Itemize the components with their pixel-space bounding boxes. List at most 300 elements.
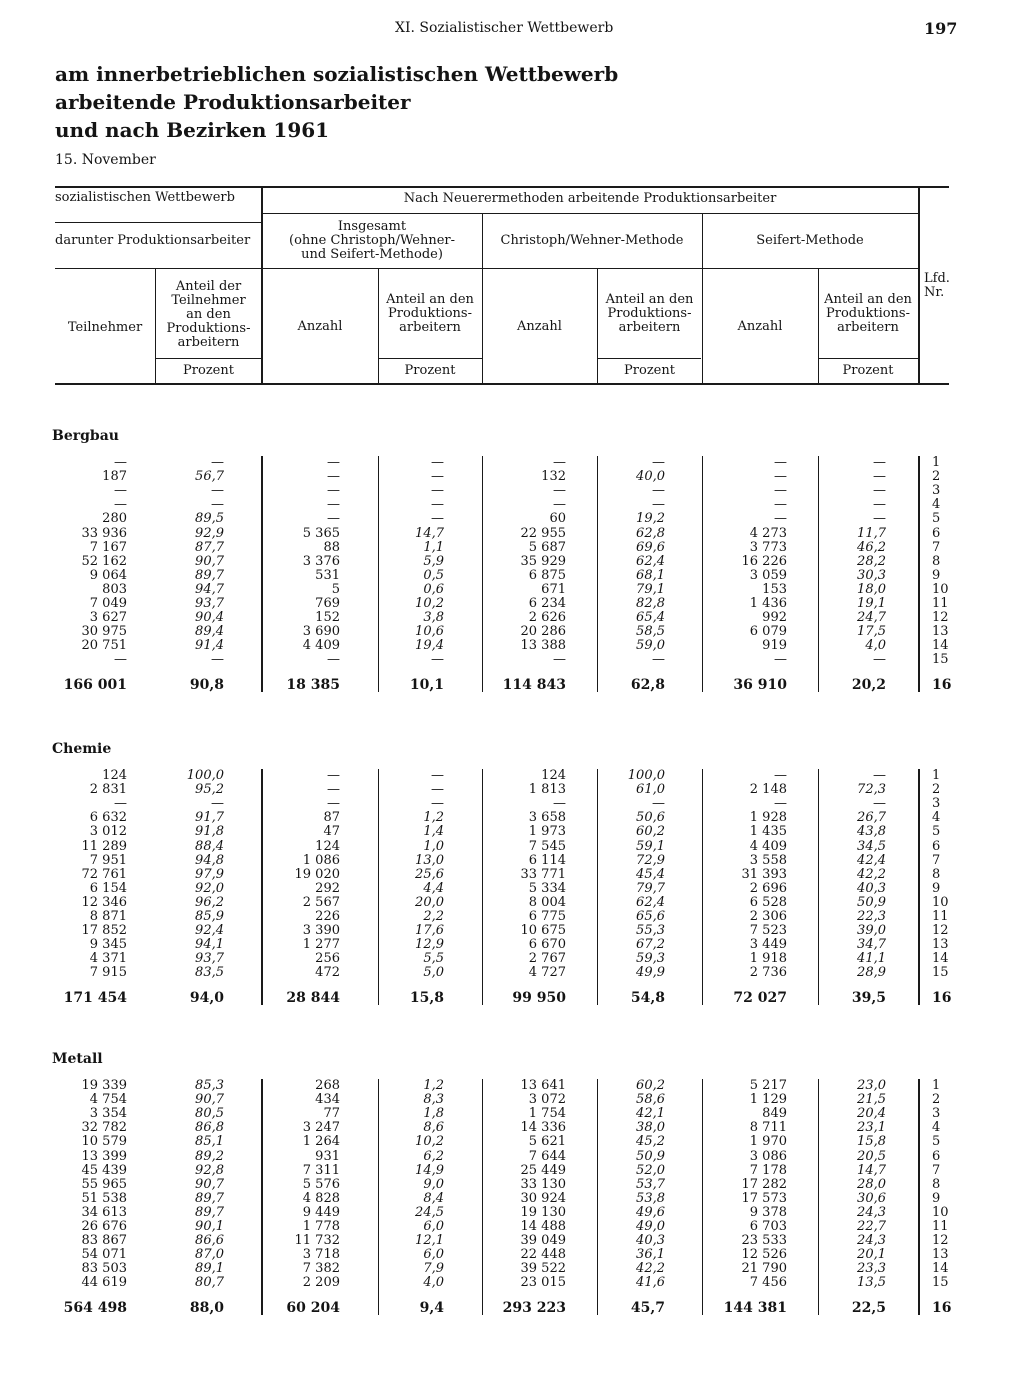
- cell-christoph-anzahl: 60: [549, 511, 566, 527]
- cell-anteil-teilnehmer: 92,4: [195, 923, 224, 939]
- cell-anteil-teilnehmer: 89,1: [195, 1261, 224, 1277]
- cell-seifert-anteil: 39,0: [857, 923, 886, 939]
- header-seifert: Seifert-Methode: [756, 233, 864, 248]
- cell-christoph-anteil: 79,7: [636, 880, 665, 896]
- cell-seifert-anzahl: 7 523: [749, 923, 787, 939]
- cell-anteil-teilnehmer: 85,1: [195, 1134, 224, 1150]
- cell-anteil-teilnehmer: 86,6: [195, 1233, 224, 1249]
- cell-insgesamt-anteil: 4,4: [423, 880, 444, 896]
- cell-seifert-anteil: 22,3: [857, 909, 886, 924]
- cell-anteil-teilnehmer: 80,7: [195, 1275, 224, 1291]
- cell-seifert-anteil: 72,3: [857, 782, 886, 798]
- cell-lfd-nr: 12: [932, 1233, 949, 1249]
- cell-seifert-anteil: 4,0: [865, 638, 886, 654]
- cell-seifert-anteil: 17,5: [857, 624, 886, 640]
- header-nr: Nr.: [924, 285, 945, 300]
- cell-christoph-anzahl: 35 929: [520, 553, 566, 569]
- cell-anteil-teilnehmer: 90,7: [195, 1176, 224, 1192]
- cell-insgesamt-anzahl: 5 365: [302, 525, 340, 541]
- cell-teilnehmer: 45 439: [81, 1162, 127, 1178]
- title-line-2: arbeitende Produktionsarbeiter: [55, 90, 411, 114]
- cell-christoph-anteil: 45,2: [636, 1134, 665, 1150]
- cell-seifert-anzahl: 5 217: [749, 1078, 787, 1093]
- cell-seifert-anzahl: 3 086: [749, 1148, 787, 1164]
- cell-teilnehmer: —: [114, 796, 127, 812]
- cell-insgesamt-anzahl: 7 311: [302, 1162, 340, 1178]
- cell-lfd-nr: 4: [932, 810, 941, 826]
- table-row: [0, 952, 1024, 966]
- table-row: [0, 1276, 1024, 1290]
- cell-insgesamt-anteil: 12,1: [415, 1233, 444, 1249]
- table-row: [0, 1150, 1024, 1164]
- cell-teilnehmer: 83 503: [81, 1261, 127, 1277]
- header-sozialistischen-wettbewerb: sozialistischen Wettbewerb: [55, 190, 235, 205]
- cell-christoph-anteil: —: [652, 796, 665, 812]
- cell-christoph-anteil: 60,2: [636, 1078, 665, 1093]
- cell-lfd-nr: 2: [932, 469, 941, 485]
- cell-seifert-anteil: 34,5: [857, 838, 886, 854]
- cell-seifert-anteil: 24,3: [857, 1233, 886, 1249]
- cell-seifert-anzahl: 4 273: [749, 525, 787, 541]
- header-rule-4b: [378, 358, 482, 359]
- cell-christoph-anteil: 38,0: [636, 1120, 665, 1136]
- cell-seifert-anzahl: —: [774, 455, 787, 470]
- cell-lfd-nr: 13: [932, 1247, 949, 1263]
- cell-anteil-teilnehmer: 89,7: [195, 567, 224, 583]
- cell-teilnehmer: 19 339: [81, 1078, 127, 1093]
- cell-seifert-anteil: —: [873, 455, 886, 470]
- cell-lfd-nr: 8: [932, 553, 941, 569]
- cell-seifert-anzahl: 1 970: [749, 1134, 787, 1150]
- cell-insgesamt-anzahl: —: [327, 469, 340, 485]
- cell-christoph-anteil: 50,9: [636, 1148, 665, 1164]
- cell-teilnehmer: 51 538: [81, 1190, 127, 1206]
- cell-seifert-anzahl: 849: [762, 1106, 787, 1122]
- cell-insgesamt-anzahl: 77: [323, 1106, 340, 1122]
- cell-insgesamt-anzahl: 531: [315, 567, 340, 583]
- cell-insgesamt-anteil: 10,6: [415, 624, 444, 640]
- cell-insgesamt-anteil: 2,2: [423, 909, 444, 924]
- cell-insgesamt-anzahl: 152: [315, 610, 340, 626]
- header-anteil-2-line-1: Anteil an den: [605, 292, 694, 307]
- cell-seifert-anteil: 41,1: [857, 951, 886, 967]
- cell-christoph-anzahl: —: [553, 652, 566, 668]
- cell-teilnehmer: 280: [102, 511, 127, 527]
- cell-seifert-anteil: 34,7: [857, 937, 886, 953]
- cell-insgesamt-anteil: 12,9: [415, 937, 444, 953]
- cell-lfd-nr: 12: [932, 610, 949, 626]
- cell-christoph-anteil: 62,4: [636, 894, 665, 910]
- cell-insgesamt-anteil: 5,9: [423, 553, 444, 569]
- cell-christoph-anteil: 49,6: [636, 1204, 665, 1220]
- cell-lfd-nr: 7: [932, 852, 941, 868]
- cell-seifert-anteil: 28,2: [857, 553, 886, 569]
- cell-teilnehmer: 20 751: [81, 638, 127, 654]
- cell-seifert-anteil: —: [873, 469, 886, 485]
- cell-teilnehmer: 7 915: [89, 965, 127, 981]
- cell-lfd-nr: 11: [932, 909, 949, 924]
- cell-insgesamt-anteil: 5,5: [423, 951, 444, 967]
- cell-seifert-anzahl: 919: [762, 638, 787, 654]
- header-anteil-3-line-2: Produktions-: [825, 306, 910, 321]
- header-prozent-1: Prozent: [183, 363, 234, 378]
- cell-lfd-nr: 6: [932, 525, 941, 541]
- cell-christoph-anteil: 58,5: [636, 624, 665, 640]
- cell-lfd-nr: 16: [932, 989, 952, 1006]
- cell-insgesamt-anzahl: 60 204: [286, 1299, 340, 1316]
- cell-teilnehmer: 3 627: [89, 610, 127, 626]
- cell-insgesamt-anzahl: 3 376: [302, 553, 340, 569]
- cell-lfd-nr: 5: [932, 511, 941, 527]
- cell-insgesamt-anzahl: 1 778: [302, 1219, 340, 1234]
- cell-seifert-anteil: 26,7: [857, 810, 886, 826]
- cell-christoph-anteil: 40,3: [636, 1233, 665, 1249]
- cell-seifert-anzahl: —: [774, 483, 787, 499]
- cell-insgesamt-anzahl: 3 247: [302, 1120, 340, 1136]
- cell-lfd-nr: 4: [932, 1120, 941, 1136]
- cell-insgesamt-anzahl: 1 277: [302, 937, 340, 953]
- cell-christoph-anzahl: 33 771: [520, 866, 566, 882]
- cell-seifert-anzahl: 3 059: [749, 567, 787, 583]
- cell-anteil-teilnehmer: 94,7: [195, 581, 224, 597]
- cell-lfd-nr: 3: [932, 483, 941, 499]
- cell-christoph-anteil: 67,2: [636, 937, 665, 953]
- table-row: [0, 1079, 1024, 1093]
- cell-insgesamt-anteil: —: [431, 497, 444, 513]
- cell-christoph-anteil: 68,1: [636, 567, 665, 583]
- cell-insgesamt-anteil: —: [431, 483, 444, 499]
- cell-anteil-teilnehmer: —: [211, 497, 224, 513]
- cell-christoph-anzahl: —: [553, 483, 566, 499]
- cell-christoph-anteil: 49,0: [636, 1219, 665, 1234]
- cell-seifert-anteil: 40,3: [857, 880, 886, 896]
- table-row: [0, 868, 1024, 882]
- cell-insgesamt-anzahl: 2 567: [302, 894, 340, 910]
- header-rule-1: [262, 213, 918, 214]
- cell-seifert-anteil: —: [873, 497, 886, 513]
- cell-seifert-anzahl: 6 528: [749, 894, 787, 910]
- cell-teilnehmer: 6 154: [89, 880, 127, 896]
- cell-christoph-anzahl: 20 286: [520, 624, 566, 640]
- cell-christoph-anzahl: 39 049: [520, 1233, 566, 1249]
- table-row: [0, 910, 1024, 924]
- cell-christoph-anzahl: 6 775: [528, 909, 566, 924]
- cell-christoph-anzahl: 14 488: [520, 1219, 566, 1234]
- cell-insgesamt-anteil: 10,1: [409, 676, 444, 693]
- cell-seifert-anzahl: 1 436: [749, 596, 787, 611]
- cell-anteil-teilnehmer: 94,8: [195, 852, 224, 868]
- cell-seifert-anzahl: 1 928: [749, 810, 787, 826]
- header-anteil-3-line-1: Anteil an den: [824, 292, 912, 307]
- cell-christoph-anzahl: 114 843: [502, 676, 566, 693]
- cell-insgesamt-anzahl: 1 264: [302, 1134, 340, 1150]
- cell-anteil-teilnehmer: 85,3: [195, 1078, 224, 1093]
- cell-insgesamt-anzahl: 3 718: [302, 1247, 340, 1263]
- cell-seifert-anzahl: 7 178: [749, 1162, 787, 1178]
- cell-seifert-anzahl: 6 703: [749, 1219, 787, 1234]
- cell-christoph-anteil: 45,7: [630, 1299, 665, 1316]
- cell-seifert-anzahl: 1 918: [749, 951, 787, 967]
- cell-seifert-anteil: 42,2: [857, 866, 886, 882]
- cell-anteil-teilnehmer: 90,8: [189, 676, 224, 693]
- cell-anteil-teilnehmer: 90,4: [195, 610, 224, 626]
- cell-teilnehmer: 12 346: [81, 894, 127, 910]
- header-anteil-3: [818, 293, 918, 335]
- cell-seifert-anzahl: 7 456: [749, 1275, 787, 1291]
- cell-anteil-teilnehmer: 86,8: [195, 1120, 224, 1136]
- cell-anteil-teilnehmer: 88,4: [195, 838, 224, 854]
- table-row: [0, 1248, 1024, 1262]
- cell-insgesamt-anteil: 1,8: [423, 1106, 444, 1122]
- total-row: [0, 678, 1024, 692]
- header-anteil-1-line-1: Anteil an den: [386, 292, 474, 307]
- cell-insgesamt-anzahl: 9 449: [302, 1204, 340, 1220]
- cell-insgesamt-anzahl: 124: [315, 838, 340, 854]
- cell-seifert-anteil: 23,1: [857, 1120, 886, 1136]
- table-row: [0, 611, 1024, 625]
- cell-insgesamt-anteil: 6,0: [423, 1247, 444, 1263]
- cell-insgesamt-anteil: 1,2: [423, 1078, 444, 1093]
- running-head: XI. Sozialistischer Wettbewerb: [395, 20, 614, 36]
- table-row: [0, 498, 1024, 512]
- cell-seifert-anzahl: —: [774, 768, 787, 783]
- cell-anteil-teilnehmer: 85,9: [195, 909, 224, 924]
- cell-seifert-anteil: 24,7: [857, 610, 886, 626]
- cell-seifert-anzahl: 144 381: [723, 1299, 787, 1316]
- cell-insgesamt-anzahl: 268: [315, 1078, 340, 1093]
- cell-insgesamt-anteil: 1,1: [423, 539, 444, 555]
- table-row: [0, 882, 1024, 896]
- cell-insgesamt-anzahl: 19 020: [294, 866, 340, 882]
- cell-insgesamt-anteil: 6,2: [423, 1148, 444, 1164]
- cell-seifert-anteil: 24,3: [857, 1204, 886, 1220]
- table-row: [0, 1164, 1024, 1178]
- cell-seifert-anzahl: 153: [762, 581, 787, 597]
- table-row: [0, 1178, 1024, 1192]
- cell-anteil-teilnehmer: 89,4: [195, 624, 224, 640]
- cell-christoph-anzahl: 2 626: [528, 610, 566, 626]
- cell-teilnehmer: 54 071: [81, 1247, 127, 1263]
- cell-christoph-anteil: 61,0: [636, 782, 665, 798]
- cell-christoph-anteil: 65,4: [636, 610, 665, 626]
- cell-anteil-teilnehmer: 87,0: [195, 1247, 224, 1263]
- header-lfd-nr: [924, 272, 954, 300]
- cell-lfd-nr: 15: [932, 652, 949, 668]
- cell-anteil-teilnehmer: —: [211, 796, 224, 812]
- header-anteil-teilnehmer: [155, 280, 262, 350]
- cell-insgesamt-anzahl: —: [327, 483, 340, 499]
- cell-teilnehmer: 7 049: [89, 596, 127, 611]
- cell-insgesamt-anteil: 8,3: [423, 1092, 444, 1108]
- cell-insgesamt-anteil: —: [431, 796, 444, 812]
- header-anteil-1-line-2: Produktions-: [387, 306, 472, 321]
- cell-seifert-anzahl: —: [774, 497, 787, 513]
- cell-lfd-nr: 10: [932, 1204, 949, 1220]
- table-row: [0, 1135, 1024, 1149]
- header-anteil-teilnehmer-line-5: arbeitern: [177, 335, 240, 350]
- cell-christoph-anteil: 42,1: [636, 1106, 665, 1122]
- cell-seifert-anteil: 42,4: [857, 852, 886, 868]
- cell-christoph-anzahl: 6 875: [528, 567, 566, 583]
- cell-insgesamt-anteil: 7,9: [423, 1261, 444, 1277]
- cell-seifert-anzahl: 3 773: [749, 539, 787, 555]
- header-teilnehmer: Teilnehmer: [67, 320, 143, 335]
- section-title-bergbau: Bergbau: [52, 428, 119, 444]
- header-anteil-2-line-3: arbeitern: [618, 320, 681, 335]
- cell-christoph-anzahl: 22 448: [520, 1247, 566, 1263]
- cell-seifert-anzahl: 3 449: [749, 937, 787, 953]
- cell-christoph-anzahl: 1 973: [528, 824, 566, 840]
- cell-christoph-anteil: —: [652, 455, 665, 470]
- cell-insgesamt-anzahl: 931: [315, 1148, 340, 1164]
- cell-lfd-nr: 11: [932, 1219, 949, 1234]
- cell-lfd-nr: 15: [932, 965, 949, 981]
- cell-anteil-teilnehmer: 87,7: [195, 539, 224, 555]
- title-line-3: und nach Bezirken 1961: [55, 118, 330, 142]
- cell-teilnehmer: 7 951: [89, 852, 127, 868]
- cell-lfd-nr: 16: [932, 676, 952, 693]
- header-anteil-2-line-2: Produktions-: [607, 306, 692, 321]
- table-row: [0, 811, 1024, 825]
- cell-christoph-anteil: 65,6: [636, 909, 665, 924]
- cell-teilnehmer: 13 399: [81, 1148, 127, 1164]
- cell-anteil-teilnehmer: 92,0: [195, 880, 224, 896]
- cell-teilnehmer: 124: [102, 768, 127, 783]
- cell-teilnehmer: 30 975: [81, 624, 127, 640]
- cell-insgesamt-anzahl: 3 390: [302, 923, 340, 939]
- cell-lfd-nr: 2: [932, 1092, 941, 1108]
- cell-christoph-anzahl: 2 767: [528, 951, 566, 967]
- cell-insgesamt-anteil: 13,0: [415, 852, 444, 868]
- cell-seifert-anteil: —: [873, 796, 886, 812]
- cell-seifert-anteil: 28,9: [857, 965, 886, 981]
- cell-seifert-anzahl: —: [774, 469, 787, 485]
- cell-insgesamt-anteil: 19,4: [415, 638, 444, 654]
- table-row: [0, 854, 1024, 868]
- header-anzahl-1: Anzahl: [297, 319, 343, 334]
- cell-seifert-anteil: —: [873, 768, 886, 783]
- table-row: [0, 484, 1024, 498]
- cell-teilnehmer: —: [114, 497, 127, 513]
- cell-christoph-anzahl: 124: [541, 768, 566, 783]
- cell-teilnehmer: 3 012: [89, 824, 127, 840]
- cell-insgesamt-anzahl: 87: [323, 810, 340, 826]
- cell-christoph-anteil: 50,6: [636, 810, 665, 826]
- cell-lfd-nr: 2: [932, 782, 941, 798]
- cell-insgesamt-anteil: 17,6: [415, 923, 444, 939]
- cell-christoph-anzahl: 1 754: [528, 1106, 566, 1122]
- cell-lfd-nr: 14: [932, 638, 949, 654]
- cell-christoph-anzahl: 1 813: [528, 782, 566, 798]
- cell-anteil-teilnehmer: 91,8: [195, 824, 224, 840]
- cell-anteil-teilnehmer: 91,7: [195, 810, 224, 826]
- cell-teilnehmer: 3 354: [89, 1106, 127, 1122]
- cell-christoph-anteil: 52,0: [636, 1162, 665, 1178]
- header-darunter: darunter Produktionsarbeiter: [55, 233, 251, 248]
- cell-lfd-nr: 7: [932, 539, 941, 555]
- cell-christoph-anzahl: 7 644: [528, 1148, 566, 1164]
- cell-christoph-anzahl: 99 950: [512, 989, 566, 1006]
- cell-insgesamt-anteil: 3,8: [423, 610, 444, 626]
- cell-christoph-anteil: 55,3: [636, 923, 665, 939]
- cell-insgesamt-anteil: 20,0: [415, 894, 444, 910]
- cell-seifert-anteil: 28,0: [857, 1176, 886, 1192]
- cell-christoph-anzahl: 30 924: [520, 1190, 566, 1206]
- cell-lfd-nr: 13: [932, 624, 949, 640]
- cell-insgesamt-anteil: 5,0: [423, 965, 444, 981]
- table-row: [0, 470, 1024, 484]
- header-anzahl-3: Anzahl: [737, 319, 783, 334]
- cell-seifert-anteil: 23,0: [857, 1078, 886, 1093]
- header-anteil-2: [597, 293, 702, 335]
- cell-lfd-nr: 12: [932, 923, 949, 939]
- cell-christoph-anteil: 40,0: [636, 469, 665, 485]
- cell-lfd-nr: 3: [932, 796, 941, 812]
- cell-lfd-nr: 10: [932, 894, 949, 910]
- cell-anteil-teilnehmer: 100,0: [186, 768, 224, 783]
- cell-christoph-anteil: 36,1: [636, 1247, 665, 1263]
- cell-insgesamt-anteil: —: [431, 455, 444, 470]
- header-prozent-3: Prozent: [624, 363, 675, 378]
- cell-christoph-anzahl: 39 522: [520, 1261, 566, 1277]
- cell-seifert-anzahl: 17 282: [741, 1176, 787, 1192]
- table-row: [0, 825, 1024, 839]
- cell-teilnehmer: 17 852: [81, 923, 127, 939]
- cell-seifert-anteil: 18,0: [857, 581, 886, 597]
- cell-insgesamt-anzahl: 3 690: [302, 624, 340, 640]
- cell-insgesamt-anzahl: 4 828: [302, 1190, 340, 1206]
- cell-lfd-nr: 14: [932, 951, 949, 967]
- table-row: [0, 541, 1024, 555]
- cell-lfd-nr: 5: [932, 824, 941, 840]
- cell-teilnehmer: 52 162: [81, 553, 127, 569]
- cell-seifert-anteil: 22,7: [857, 1219, 886, 1234]
- table-row: [0, 966, 1024, 980]
- cell-insgesamt-anteil: 14,9: [415, 1162, 444, 1178]
- cell-seifert-anzahl: 992: [762, 610, 787, 626]
- cell-lfd-nr: 9: [932, 880, 941, 896]
- cell-christoph-anteil: 100,0: [627, 768, 665, 783]
- header-anteil-teilnehmer-line-4: Produktions-: [166, 321, 251, 336]
- cell-anteil-teilnehmer: 91,4: [195, 638, 224, 654]
- section-title-chemie: Chemie: [52, 741, 112, 757]
- table-row: [0, 924, 1024, 938]
- header-rule-3: [55, 268, 918, 269]
- cell-seifert-anzahl: 1 435: [749, 824, 787, 840]
- cell-seifert-anzahl: 17 573: [741, 1190, 787, 1206]
- cell-christoph-anzahl: 5 334: [528, 880, 566, 896]
- header-prozent-4: Prozent: [842, 363, 894, 378]
- cell-anteil-teilnehmer: 96,2: [195, 894, 224, 910]
- cell-seifert-anteil: 19,1: [857, 596, 886, 611]
- total-row: [0, 1301, 1024, 1315]
- cell-anteil-teilnehmer: 95,2: [195, 782, 224, 798]
- cell-christoph-anzahl: 132: [541, 469, 566, 485]
- cell-christoph-anteil: 45,4: [636, 866, 665, 882]
- cell-lfd-nr: 8: [932, 866, 941, 882]
- header-bottom-rule: [55, 383, 949, 385]
- cell-christoph-anteil: 41,6: [636, 1275, 665, 1291]
- cell-teilnehmer: 72 761: [81, 866, 127, 882]
- header-insgesamt-line-3: und Seifert-Methode): [301, 247, 443, 262]
- cell-insgesamt-anteil: 6,0: [423, 1219, 444, 1234]
- cell-christoph-anzahl: 13 388: [520, 638, 566, 654]
- header-vline-d: [918, 186, 920, 384]
- cell-teilnehmer: 4 371: [89, 951, 127, 967]
- table-row: [0, 1234, 1024, 1248]
- cell-insgesamt-anzahl: 4 409: [302, 638, 340, 654]
- table-row: [0, 653, 1024, 667]
